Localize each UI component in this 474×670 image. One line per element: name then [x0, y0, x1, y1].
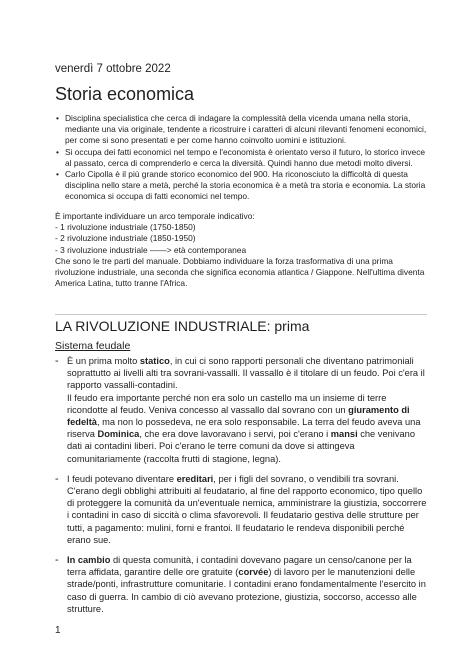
time-frame-intro: È importante individuare un arco temporale indicativo:: [55, 211, 255, 221]
list-item: - È un prima molto statico, in cui ci sono rapporti personali che diventano patrimoniali soprattutto ai livelli alti tra sovrani-vassalli. Il vassallo è il titolare di un feudo. Poi c'era il rapporto vassalli-contadini. Il feudo era importante perché non era solo un castello ma un insieme di terre ricondotte al feudo. Veniva concesso al vassallo dal sovrano con un giuramento di fedeltà, ma non lo possedeva, ne era solo responsabile. La terra del feudo aveva una riserva Dominica, che era dove lavoravano i servi, poi c'erano i mansi che venivano dati ai contadini liberi. Poi c'erano le terre comuni da dove si attingeva comunitariamente (raccolta frutti di stagione, legna).: [55, 355, 425, 464]
note-date: venerdì 7 ottobre 2022: [55, 63, 171, 75]
list-item: • Disciplina specialistica che cerca di indagare la complessità della vicenda umana nella storia, mediante una via originale, tendente a ricostruire i caratteri di alcuni rilevanti fenomeni economici, per come si sono presentati e per come hanno coinvolto uomini e istituzioni.: [56, 113, 427, 146]
subsection-title: Sistema feudale: [55, 340, 131, 352]
dash-bullet: -: [55, 355, 59, 367]
list-item: • Carlo Cipolla è il più grande storico economico del 900. Ha riconosciuto la difficoltà di questa disciplina nello stare a metà, perché la storia economica è a metà tra storia e economia. La storia economica si occupa di fatti economici nel tempo.: [56, 169, 426, 202]
time-frame-block: [55, 211, 427, 289]
page-number: 1: [55, 625, 61, 636]
time-frame-line: - 3 rivoluzione industriale ——> età contemporanea: [55, 244, 247, 255]
time-frame-closing: Che sono le tre parti del manuale. Dobbiamo individuare la forza trasformativa di una prima rivoluzione industriale, una seconda che significa economia atlantica / Giappone. Nell'ultima diventa America Latina, tutto tranne l'Africa.: [55, 255, 425, 289]
time-frame-line: - 2 rivoluzione industriale (1850-1950): [55, 233, 196, 244]
list-item: - In cambio di questa comunità, i contadini dovevano pagare un censo/canone per la terra affidata, garantire delle ore gratuite (corvée) di lavoro per le manutenzioni delle strade/ponti, infrastrutture comunitarie. I contadini erano fondamentalmente l'esercito in caso di guerra. In cambio di ciò avevano protezione, giustizia, soccorso, accesso alle strutture.: [55, 554, 426, 614]
dash-bullet: -: [55, 472, 59, 485]
time-frame-line: - 1 rivoluzione industriale (1750-1850): [55, 222, 196, 233]
list-item: • Si occupa dei fatti economici nel tempo e l'economista è orientato verso il futuro, lo storico invece al passato, cerca di comprenderlo e cerca la diversità. Quindi hanno due metodi molto diversi.: [56, 146, 426, 168]
page-title: Storia economica: [55, 84, 195, 104]
intro-bullets: [55, 113, 427, 203]
section-title: LA RIVOLUZIONE INDUSTRIALE: prima: [55, 318, 310, 334]
list-item: - I feudi potevano diventare ereditari, per i figli del sovrano, o vendibili tra sovrani. C'erano degli obblighi attribuiti al feudatario, al fine del rapporto economico, tipo quello di proteggere la comunità da un'eventuale nemica, amministrare la giustizia, soccorrere i contadini in caso di siccità o clima sfavorevoli. Il feudatario gestiva delle strutture per tutti, a pagamento: mulini, forni e frantoi. Il feudatario le rendeva disponibili perché erano sue.: [55, 472, 427, 545]
section-divider: [55, 314, 427, 315]
section-body: [55, 355, 427, 615]
dash-bullet: -: [55, 554, 59, 567]
